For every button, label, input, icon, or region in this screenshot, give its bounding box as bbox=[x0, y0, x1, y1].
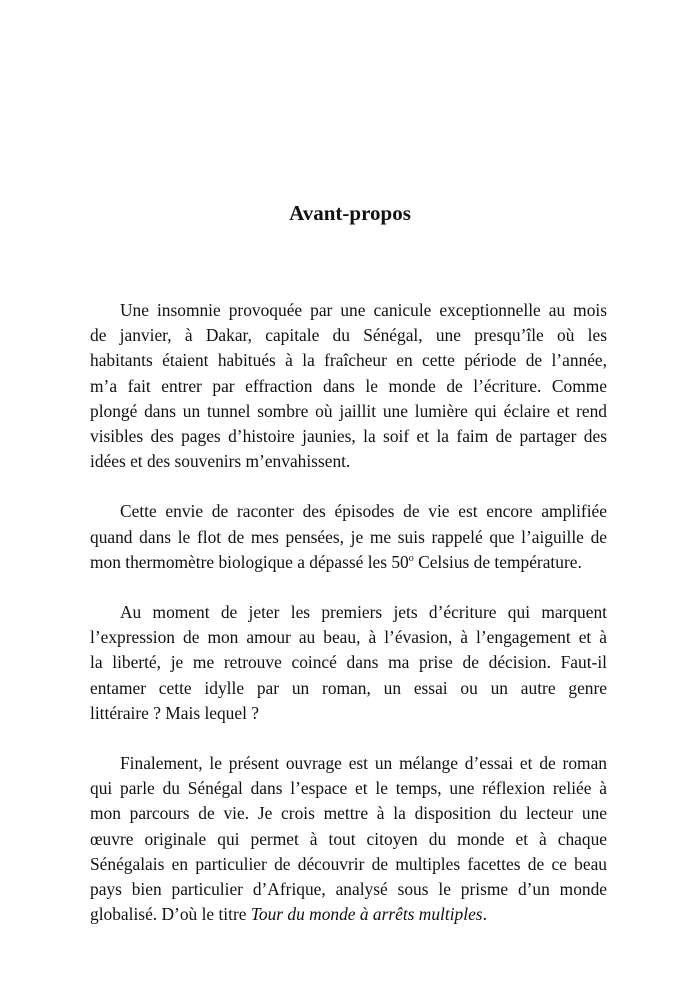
paragraph-line: Cette envie de raconter des épisodes de vie est encore amplifiée bbox=[120, 501, 607, 522]
page-title: Avant-propos bbox=[289, 201, 411, 225]
paragraph-line bbox=[90, 550, 607, 575]
paragraph-line: mon parcours de vie. Je crois mettre à la disposition du lecteur une bbox=[90, 803, 607, 824]
paragraph-line: l’expression de mon amour au beau, à l’évasion, à l’engagement et à bbox=[90, 627, 607, 648]
paragraph-line: visibles des pages d’histoire jaunies, la soif et la faim de partager des bbox=[90, 426, 607, 447]
paragraph-line: la liberté, je me retrouve coincé dans ma prise de décision. Faut-il bbox=[90, 652, 607, 673]
paragraph-line bbox=[90, 902, 607, 927]
paragraph-line: idées et des souvenirs m’envahissent. bbox=[90, 451, 351, 472]
paragraph-line: habitants étaient habitués à la fraîcheur en cette période de l’année, bbox=[90, 350, 607, 371]
paragraph-line: Sénégalais en particulier de découvrir de multiples facettes de ce beau bbox=[90, 853, 607, 874]
paragraph-line: œuvre originale qui permet à tout citoyen du monde et à chaque bbox=[90, 828, 607, 849]
paragraph-line: entamer cette idylle par un roman, un essai ou un autre genre bbox=[90, 677, 607, 698]
paragraph-line: qui parle du Sénégal dans l’espace et le temps, une réflexion reliée à bbox=[90, 778, 607, 799]
paragraph-2 bbox=[90, 499, 607, 575]
paragraph-line: de janvier, à Dakar, capitale du Sénégal, une presqu’île où les bbox=[90, 325, 607, 346]
paragraph-line: quand dans le flot de mes pensées, je me suis rappelé que l’aiguille de bbox=[90, 526, 607, 547]
line-text: globalisé. D’où le titre bbox=[90, 904, 251, 925]
line-text: mon thermomètre biologique a dépassé les 50 bbox=[90, 551, 409, 572]
body-text bbox=[90, 298, 607, 952]
paragraph-line: littéraire ? Mais lequel ? bbox=[90, 702, 259, 723]
paragraph-line: Au moment de jeter les premiers jets d’écriture qui marquent bbox=[120, 602, 607, 623]
degree-superscript: o bbox=[408, 553, 414, 565]
paragraph-line: pays bien particulier d’Afrique, analysé sous le prisme d’un monde bbox=[90, 879, 607, 900]
book-title: Tour du monde à arrêts multiples bbox=[250, 904, 483, 925]
line-text: . bbox=[482, 904, 487, 925]
paragraph-1 bbox=[90, 298, 607, 474]
paragraph-line: Finalement, le présent ouvrage est un mélange d’essai et de roman bbox=[120, 753, 607, 774]
paragraph-line: Une insomnie provoquée par une canicule exceptionnelle au mois bbox=[120, 300, 607, 320]
line-text: Celsius de température. bbox=[413, 551, 582, 572]
paragraph-line: m’a fait entrer par effraction dans le monde de l’écriture. Comme bbox=[90, 375, 607, 396]
paragraph-3 bbox=[90, 600, 607, 726]
paragraph-line: plongé dans un tunnel sombre où jaillit une lumière qui éclaire et rend bbox=[90, 400, 607, 421]
paragraph-4 bbox=[90, 751, 607, 927]
